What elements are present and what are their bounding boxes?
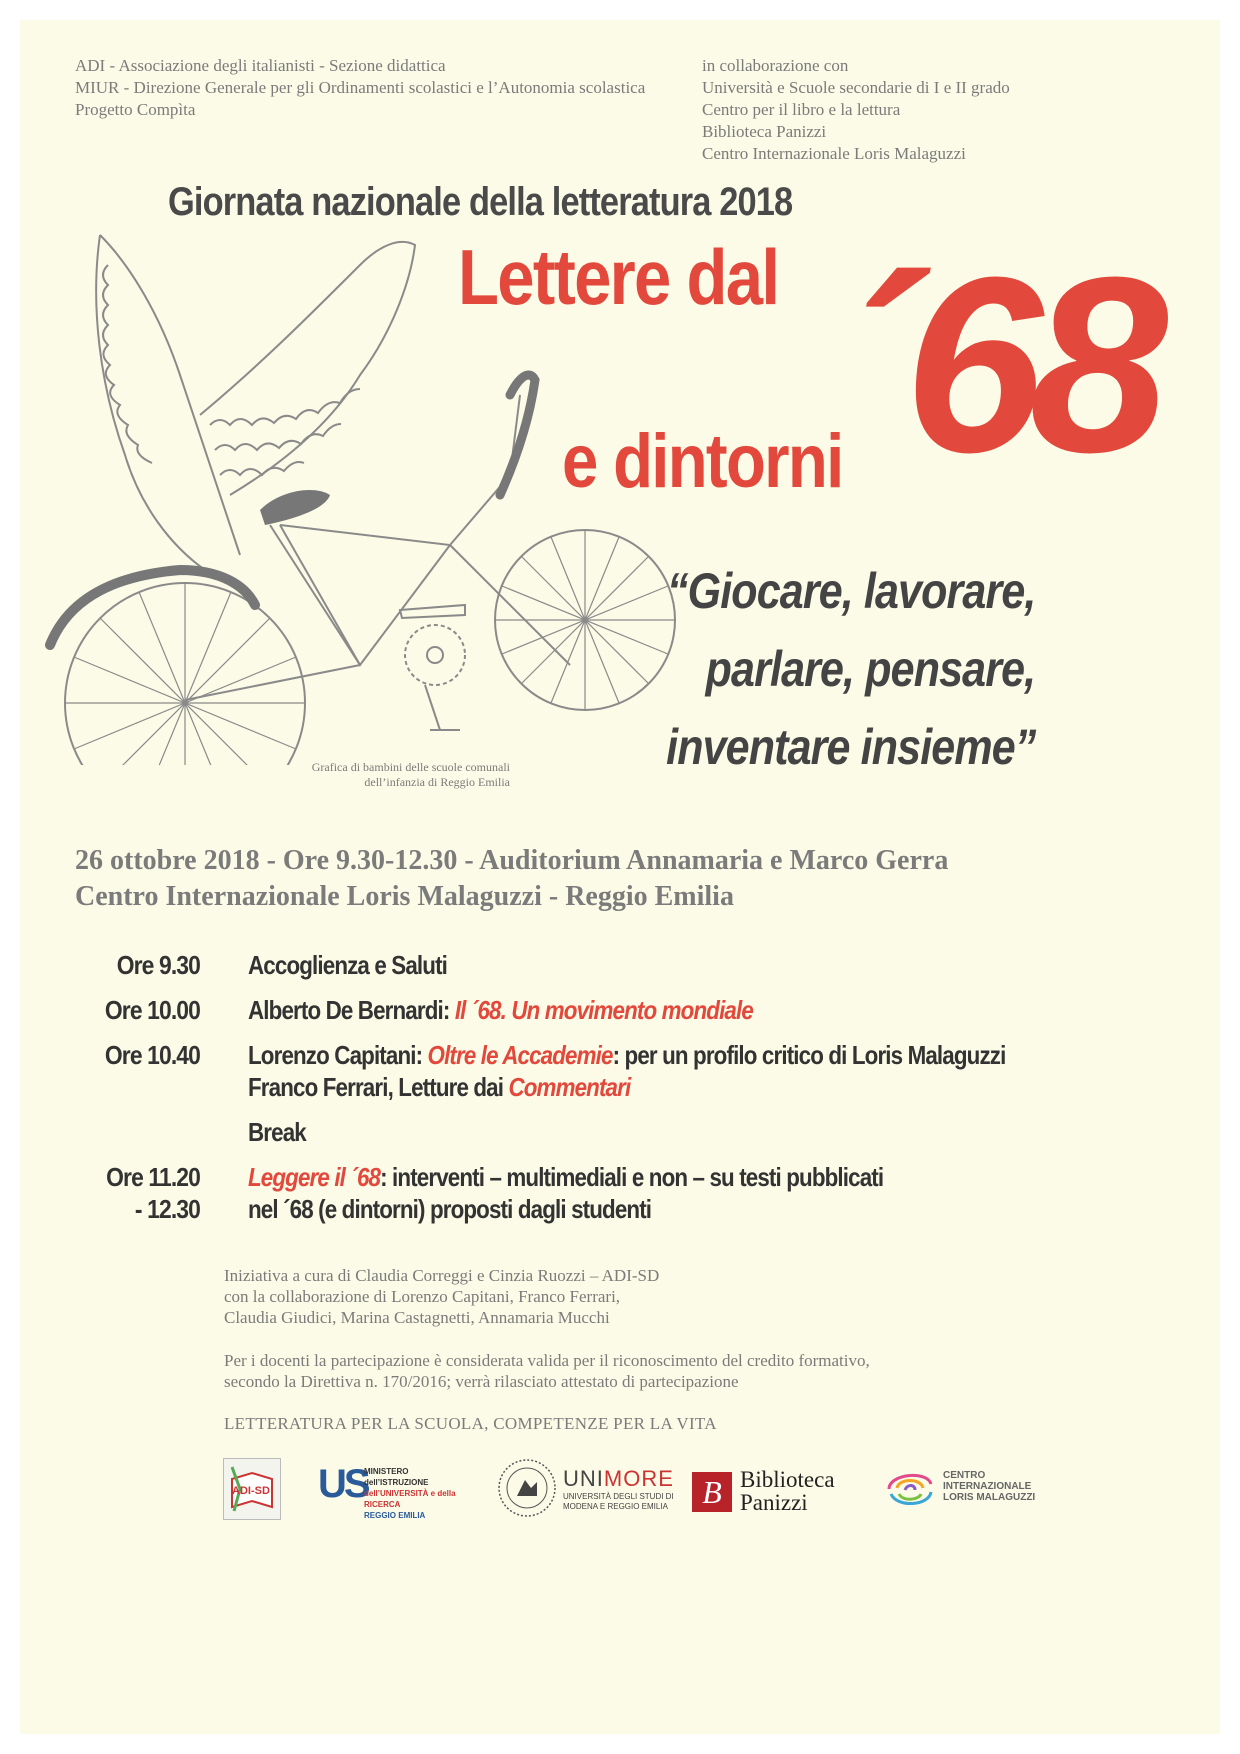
program-item bbox=[248, 995, 753, 1026]
caption-line: dell’infanzia di Reggio Emilia bbox=[364, 775, 510, 789]
usr-line: dell’UNIVERSITÀ e della RICERCA bbox=[364, 1489, 456, 1509]
unimore-subtitle bbox=[563, 1492, 674, 1512]
header-partners bbox=[702, 55, 1010, 165]
unimore-logo bbox=[497, 1458, 674, 1518]
credit-line: Iniziativa a cura di Claudia Correggi e Cinzia Ruozzi – ADI-SD bbox=[224, 1266, 660, 1285]
motto: LETTERATURA PER LA SCUOLA, COMPETENZE PER LA VITA bbox=[224, 1414, 717, 1433]
header-line: Università e Scuole secondarie di I e II grado bbox=[702, 78, 1010, 97]
credits bbox=[224, 1265, 659, 1328]
event-date-venue bbox=[75, 843, 948, 915]
speaker: Lorenzo Capitani: bbox=[248, 1040, 428, 1070]
program-time: Ore 11.20 bbox=[106, 1162, 200, 1192]
header-organizers bbox=[75, 55, 645, 121]
program-item bbox=[248, 1072, 630, 1103]
unimore-uni: UNI bbox=[563, 1466, 604, 1491]
chainring bbox=[405, 625, 465, 685]
venue-line: Centro Internazionale Loris Malaguzzi - Reggio Emilia bbox=[75, 881, 734, 912]
usr-line: MINISTERO dell’ISTRUZIONE bbox=[364, 1467, 429, 1487]
talk-title: Leggere il ´68 bbox=[248, 1162, 381, 1192]
header-line: ADI - Associazione degli italianisti - Sezione didattica bbox=[75, 56, 446, 75]
credit-line: Claudia Giudici, Marina Castagnetti, Annamaria Mucchi bbox=[224, 1308, 610, 1327]
panizzi-emblem: B bbox=[692, 1472, 732, 1512]
header-line: Biblioteca Panizzi bbox=[702, 122, 827, 141]
talk-subtitle: : per un profilo critico di Loris Malaguzzi bbox=[612, 1040, 1006, 1070]
credit-line: con la collaborazione di Lorenzo Capitani, Franco Ferrari, bbox=[224, 1287, 621, 1306]
title-line-1: Lettere dal bbox=[458, 233, 779, 321]
program-item: Accoglienza e Saluti bbox=[248, 950, 448, 980]
talk-title: Commentari bbox=[508, 1072, 631, 1102]
program-item bbox=[248, 1040, 1005, 1071]
seat bbox=[260, 490, 330, 525]
program-time: Ore 10.00 bbox=[104, 995, 200, 1025]
date-line: 26 ottobre 2018 - Ore 9.30-12.30 - Auditorium Annamaria e Marco Gerra bbox=[75, 845, 949, 876]
malaguzzi-text bbox=[943, 1470, 1035, 1503]
malaguzzi-line: INTERNAZIONALE bbox=[943, 1481, 1032, 1492]
illustration-caption bbox=[250, 760, 510, 790]
unimore-sub-line: MODENA E REGGIO EMILIA bbox=[563, 1502, 668, 1511]
credit-note-line: Per i docenti la partecipazione è considerata valida per il riconoscimento del credito formativo, bbox=[224, 1351, 870, 1370]
header-line: Progetto Compìta bbox=[75, 100, 196, 119]
header-line: Centro per il libro e la lettura bbox=[702, 100, 901, 119]
panizzi-name bbox=[740, 1468, 835, 1514]
panizzi-line: Panizzi bbox=[740, 1490, 808, 1515]
swirl-icon bbox=[883, 1466, 937, 1512]
title-year: ´68 bbox=[835, 225, 1155, 504]
speaker: Alberto De Bernardi: bbox=[248, 995, 455, 1025]
bicycle-frame bbox=[280, 525, 450, 665]
header-line: in collaborazione con bbox=[702, 56, 849, 75]
adi-sd-label: ADI-SD bbox=[232, 1485, 270, 1497]
unimore-name bbox=[563, 1466, 674, 1492]
talk-title: Il ´68. Un movimento mondiale bbox=[454, 995, 753, 1025]
program-break: Break bbox=[248, 1117, 306, 1147]
university-seal-icon bbox=[497, 1458, 557, 1518]
usr-text bbox=[364, 1466, 468, 1521]
usr-line: REGGIO EMILIA bbox=[364, 1511, 426, 1520]
winged-bicycle-illustration bbox=[30, 225, 690, 765]
biblioteca-panizzi-logo bbox=[692, 1458, 852, 1518]
unimore-more: MORE bbox=[603, 1466, 674, 1491]
program-time: Ore 10.40 bbox=[104, 1040, 200, 1070]
header-line: Centro Internazionale Loris Malaguzzi bbox=[702, 144, 966, 163]
credit-note-line: secondo la Direttiva n. 170/2016; verrà rilasciato attestato di partecipazione bbox=[224, 1372, 739, 1391]
program bbox=[0, 950, 1240, 1250]
event-name: Giornata nazionale della letteratura 2018 bbox=[168, 180, 793, 224]
adi-sd-logo bbox=[223, 1458, 281, 1520]
talk-title: Oltre le Accademie bbox=[427, 1040, 613, 1070]
program-item-continued: nel ´68 (e dintorni) proposti dagli studenti bbox=[248, 1194, 652, 1224]
malaguzzi-line: CENTRO bbox=[943, 1470, 986, 1481]
malaguzzi-line: LORIS MALAGUZZI bbox=[943, 1492, 1036, 1503]
title-line-2: e dintorni bbox=[562, 419, 843, 504]
speaker: Franco Ferrari, Letture dai bbox=[248, 1072, 509, 1102]
centro-malaguzzi-logo bbox=[883, 1458, 1043, 1518]
quote-line-1: “Giocare, lavorare, bbox=[666, 563, 1035, 619]
program-time-end: - 12.30 bbox=[134, 1194, 200, 1224]
quote-line-2: parlare, pensare, bbox=[705, 641, 1035, 697]
header-line: MIUR - Direzione Generale per gli Ordinamenti scolastici e l’Autonomia scolastica bbox=[75, 78, 646, 97]
quote-line-3: inventare insieme” bbox=[665, 719, 1035, 775]
caption-line: Grafica di bambini delle scuole comunali bbox=[311, 760, 510, 774]
talk-subtitle: : interventi – multimediali e non – su testi pubblicati bbox=[380, 1162, 884, 1192]
credit-note bbox=[224, 1350, 870, 1392]
panizzi-line: Biblioteca bbox=[740, 1467, 835, 1492]
handlebar bbox=[500, 375, 535, 495]
program-item bbox=[248, 1162, 883, 1193]
usr-logo bbox=[318, 1458, 468, 1518]
unimore-sub-line: UNIVERSITÀ DEGLI STUDI DI bbox=[563, 1492, 674, 1501]
program-time: Ore 9.30 bbox=[116, 950, 200, 980]
usr-letters: US bbox=[318, 1462, 368, 1506]
